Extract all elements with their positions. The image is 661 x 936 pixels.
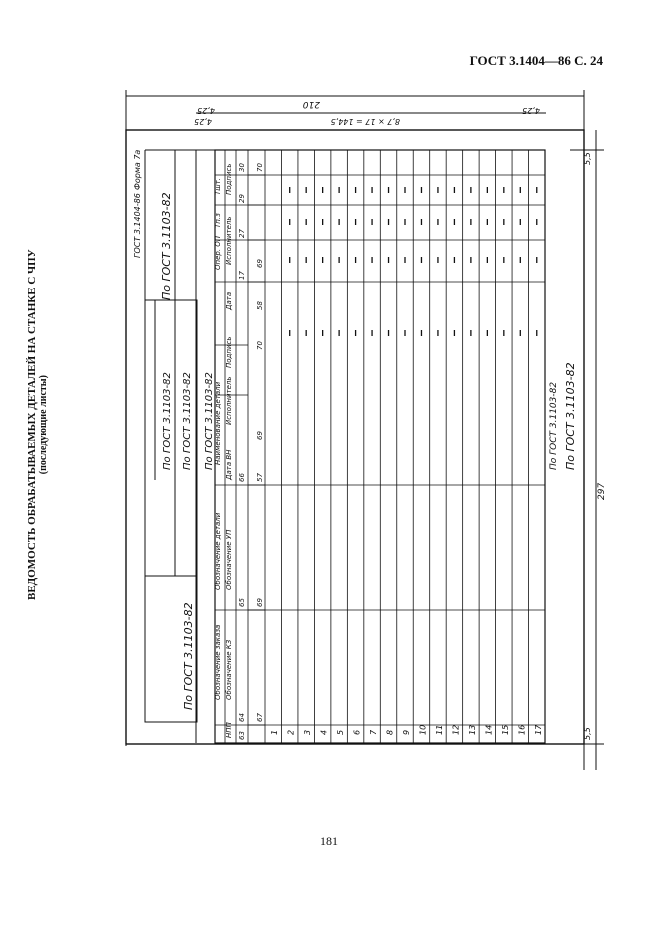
row-number-7: 7	[369, 729, 379, 735]
header-oper-op: Опер. ОП	[214, 235, 222, 270]
col-code-29: 29	[238, 194, 246, 203]
page-header: ГОСТ 3.1404—86 С. 24	[469, 53, 603, 68]
row1-code-4: 70	[256, 341, 264, 350]
row-number-15: 15	[500, 724, 510, 735]
header-part-group: Обозначение детали	[214, 512, 222, 590]
page-number: 181	[320, 834, 338, 848]
row-number-12: 12	[451, 724, 461, 735]
header-order-group: Обозначение заказа	[214, 624, 222, 700]
header-executor2: Исполнитель	[225, 216, 233, 265]
dim-left-b: 4,25	[194, 117, 212, 126]
row-number-5: 5	[336, 729, 346, 735]
header-tpz: Тп.з	[214, 213, 222, 228]
form-number: Форма 7а	[133, 149, 142, 190]
dim-cols: 8,7 × 17 = 144,5	[330, 117, 400, 126]
col-code-64: 64	[238, 713, 246, 722]
col-code-17: 17	[238, 271, 246, 280]
row-number-10: 10	[418, 724, 428, 735]
ref-bottom-a: По ГОСТ 3.1103-82	[549, 381, 559, 470]
header-executor: Исполнитель	[225, 376, 233, 425]
col-code-65: 65	[238, 598, 246, 607]
row1-code-2: 57	[256, 473, 264, 482]
header-signature: Подпись	[225, 336, 233, 368]
header-date-vn: Дата ВН	[225, 449, 233, 480]
ref-order: По ГОСТ 3.1103-82	[182, 602, 195, 710]
row-number-1: 1	[270, 729, 280, 735]
row1-code-3: 69	[256, 431, 264, 440]
ref-top: По ГОСТ 3.1103-82	[160, 192, 173, 300]
dim-margin-top: 5,5	[583, 152, 592, 165]
row1-code-0: 67	[256, 713, 264, 722]
ref-bottom-b: По ГОСТ 3.1103-82	[564, 362, 577, 470]
header-date: Дата	[225, 291, 233, 310]
ref-c: По ГОСТ 3.1103-82	[204, 372, 215, 470]
row-number-6: 6	[352, 729, 362, 735]
col-code-63: 63	[238, 731, 246, 740]
dim-left-a: 4,25	[197, 106, 215, 115]
row-number-14: 14	[484, 724, 494, 735]
row1-code-6: 69	[256, 259, 264, 268]
row-number-2: 2	[286, 729, 296, 735]
row-number-17: 17	[533, 724, 543, 735]
side-title-main: ВЕДОМОСТЬ ОБРАБАТЫВАЕМЫХ ДЕТАЛЕЙ НА СТАНКЕ С ЧПУ	[26, 249, 38, 600]
header-tsht: Тшт.	[214, 178, 222, 195]
row-number-13: 13	[467, 724, 477, 735]
col-code-27: 27	[238, 229, 246, 238]
row-number-11: 11	[434, 724, 444, 735]
row1-code-5: 58	[256, 301, 264, 310]
dim-width: 210	[302, 99, 320, 109]
side-title-sub: (последующие листы)	[38, 375, 49, 475]
header-npp: НПП	[225, 722, 233, 738]
row1-code-1: 69	[256, 598, 264, 607]
form-standard: ГОСТ 3.1404-86	[133, 193, 142, 258]
row-number-4: 4	[319, 729, 329, 735]
header-name-group: Наименование детали	[214, 381, 222, 465]
row-number-8: 8	[385, 729, 395, 735]
ref-b: По ГОСТ 3.1103-82	[182, 372, 193, 470]
dim-height: 297	[597, 482, 607, 500]
row-number-3: 3	[303, 729, 313, 735]
row-number-16: 16	[517, 724, 527, 735]
dim-right: 4,25	[522, 106, 540, 115]
col-code-30: 30	[238, 163, 246, 172]
header-part-sub: Обозначение УП	[225, 529, 233, 590]
header-order-sub: Обозначение КЗ	[225, 639, 233, 700]
dim-margin-bottom: 5,5	[583, 727, 592, 740]
col-code-66: 66	[238, 473, 246, 482]
header-signature2: Подпись	[225, 163, 233, 195]
row1-code-7: 70	[256, 163, 264, 172]
ref-a: По ГОСТ 3.1103-82	[162, 372, 173, 470]
row-number-9: 9	[402, 729, 411, 735]
